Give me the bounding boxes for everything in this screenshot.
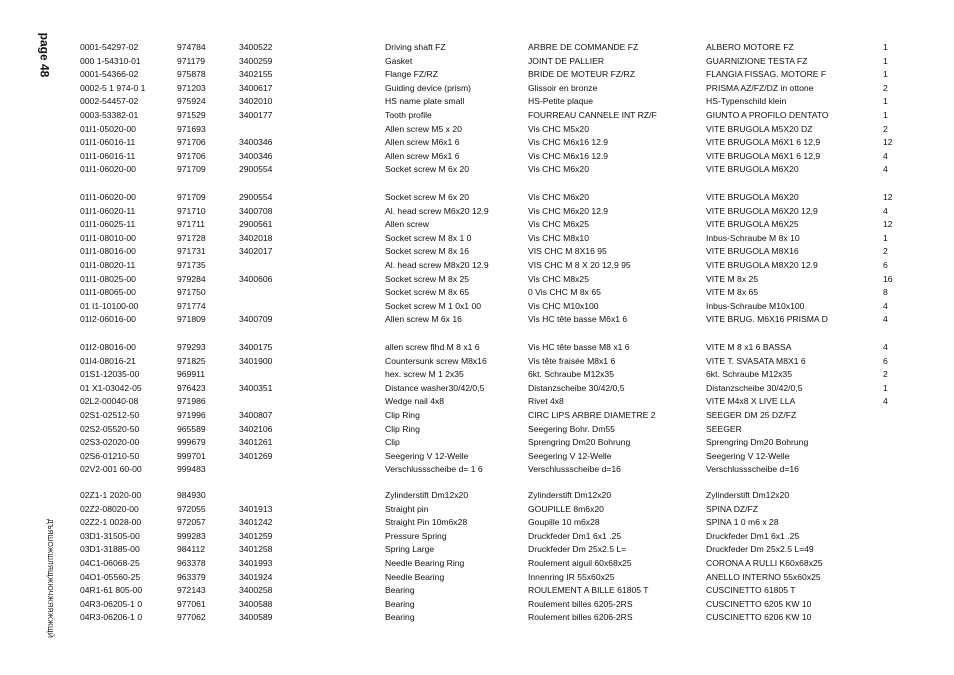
cell-description-it: VITE BRUGOLA M6X25 bbox=[706, 219, 799, 230]
cell-part-number: 0003-53382-01 bbox=[80, 110, 139, 120]
cell-quantity: 2 bbox=[883, 369, 888, 380]
cell-order-number: 969911 bbox=[177, 369, 206, 380]
cell-description-en: Clip bbox=[385, 437, 400, 448]
cell-description-it: VITE BRUG. M6X16 PRISMA D bbox=[706, 314, 828, 325]
cell-description-fr: GOUPILLE 8m6x20 bbox=[528, 503, 604, 514]
cell-part-number: 01I1-06020-00 bbox=[80, 164, 136, 175]
cell-description-en: Clip Ring bbox=[385, 410, 420, 420]
cell-description-fr: Vis CHC M6x20 bbox=[528, 164, 589, 175]
cell-description-it: Inbus-Schraube M 8x 10 bbox=[706, 232, 800, 243]
cell-part-number: 02Z2-08020-00 bbox=[80, 503, 139, 514]
cell-part-number: 01I1-08010-00 bbox=[80, 232, 136, 243]
cell-description-fr: Glissoir en bronze bbox=[528, 82, 598, 93]
cell-description-fr: JOINT DE PALLIER bbox=[528, 55, 605, 66]
cell-description-fr: Innenring IR 55x60x25 bbox=[528, 571, 615, 582]
cell-code: 3400177 bbox=[239, 110, 273, 120]
cell-description-it: GUARNIZIONE TESTA FZ bbox=[706, 55, 808, 66]
cell-quantity: 1 bbox=[883, 42, 888, 52]
cell-description-it: FLANGIA FISSAG. MOTORE F bbox=[706, 69, 827, 80]
cell-description-en: Spring Large bbox=[385, 544, 435, 555]
cell-description-fr: Druckfeder Dm 25x2.5 L= bbox=[528, 544, 627, 555]
cell-description-it: VITE BRUGOLA M8X20 12.9 bbox=[706, 260, 818, 270]
cell-description-it: SEEGER bbox=[706, 423, 742, 434]
cell-code: 2900561 bbox=[239, 219, 273, 230]
cell-description-it: SPINA DZ/FZ bbox=[706, 503, 759, 514]
cell-part-number: 01I1-06016-11 bbox=[80, 150, 136, 161]
cell-description-en: Distance washer30/42/0,5 bbox=[385, 382, 485, 393]
cell-description-en: Flange FZ/RZ bbox=[385, 69, 439, 80]
cell-part-number: 01I1-08020-11 bbox=[80, 260, 136, 270]
cell-order-number: 971986 bbox=[177, 396, 206, 407]
cell-quantity: 1 bbox=[883, 96, 888, 107]
cell-order-number: 971996 bbox=[177, 410, 206, 420]
cell-code: 3401269 bbox=[239, 450, 273, 461]
cell-description-fr: ROULEMENT A BILLE 61805 T bbox=[528, 585, 649, 596]
cell-description-fr: VIS CHC M 8X16 95 bbox=[528, 246, 607, 257]
cell-part-number: 02S6-01210-50 bbox=[80, 450, 140, 461]
cell-order-number: 971750 bbox=[177, 287, 206, 298]
cell-order-number: 963378 bbox=[177, 558, 206, 568]
cell-description-en: Allen screw bbox=[385, 219, 429, 230]
cell-quantity: 4 bbox=[883, 314, 888, 325]
cell-code: 3401900 bbox=[239, 355, 273, 366]
cell-description-it: ANELLO INTERNO 55x60x25 bbox=[706, 571, 821, 582]
cell-description-it: SPINA 1 0 m6 x 28 bbox=[706, 517, 779, 528]
cell-quantity: 1 bbox=[883, 69, 888, 80]
cell-description-fr: Vis CHC M10x100 bbox=[528, 300, 599, 311]
cell-order-number: 976423 bbox=[177, 382, 206, 393]
cell-description-fr: Vis CHC M6x20 bbox=[528, 192, 589, 202]
cell-code: 3400606 bbox=[239, 273, 273, 284]
cell-description-fr: Vis CHC M6x25 bbox=[528, 219, 589, 230]
cell-code: 3401993 bbox=[239, 558, 273, 568]
cell-description-it: Inbus-Schraube M10x100 bbox=[706, 300, 805, 311]
cell-description-fr: Seegering V 12-Welle bbox=[528, 450, 612, 461]
cell-order-number: 999679 bbox=[177, 437, 206, 448]
cell-description-en: Verschlussscheibe d= 1 6 bbox=[385, 464, 483, 475]
cell-description-en: Socket screw M 6x 20 bbox=[385, 164, 470, 175]
cell-description-en: Needle Bearing bbox=[385, 571, 445, 582]
cell-code: 3402017 bbox=[239, 246, 273, 257]
cell-code: 2900554 bbox=[239, 192, 273, 202]
cell-code: 3401913 bbox=[239, 503, 273, 514]
cell-description-en: Needle Bearing Ring bbox=[385, 558, 465, 568]
cell-description-it: VITE BRUGOLA M5X20 DZ bbox=[706, 123, 813, 134]
cell-order-number: 971693 bbox=[177, 123, 206, 134]
cell-quantity: 1 bbox=[883, 232, 888, 243]
cell-description-fr: Distanzscheibe 30/42/0,5 bbox=[528, 382, 625, 393]
cell-description-en: hex. screw M 1 2x35 bbox=[385, 369, 464, 380]
cell-description-fr: 0 Vis CHC M 8x 65 bbox=[528, 287, 601, 298]
cell-code: 3401924 bbox=[239, 571, 273, 582]
cell-quantity: 4 bbox=[883, 300, 888, 311]
cell-order-number: 971179 bbox=[177, 55, 206, 66]
cell-description-fr: Roulement billes 6205-2RS bbox=[528, 598, 633, 609]
cell-description-it: HS-Typenschild klein bbox=[706, 96, 787, 107]
cell-order-number: 979293 bbox=[177, 342, 206, 352]
cell-part-number: 01I1-08065-00 bbox=[80, 287, 136, 298]
cell-quantity: 8 bbox=[883, 287, 888, 298]
cell-description-en: allen screw flhd M 8 x1 6 bbox=[385, 342, 480, 352]
cell-order-number: 971735 bbox=[177, 260, 206, 270]
cell-part-number: 01I1-06025-11 bbox=[80, 219, 136, 230]
cell-description-en: Allen screw M6x1 6 bbox=[385, 137, 460, 148]
cell-order-number: 974784 bbox=[177, 42, 206, 52]
cell-description-en: Bearing bbox=[385, 598, 415, 609]
cell-description-fr: Vis CHC M8x10 bbox=[528, 232, 589, 243]
cell-description-en: Allen screw M6x1 6 bbox=[385, 150, 460, 161]
cell-description-en: Clip Ring bbox=[385, 423, 420, 434]
cell-description-it: CUSCINETTO 6205 KW 10 bbox=[706, 598, 812, 609]
cell-order-number: 975878 bbox=[177, 69, 206, 80]
cell-code: 3401258 bbox=[239, 544, 273, 555]
cell-description-en: HS name plate small bbox=[385, 96, 465, 107]
cell-code: 3400258 bbox=[239, 585, 273, 596]
cell-description-it: VITE M4x8 X LIVE LLA bbox=[706, 396, 796, 407]
cell-order-number: 971529 bbox=[177, 110, 206, 120]
cell-part-number: 01I1-06016-11 bbox=[80, 137, 136, 148]
cell-part-number: 03D1-31885-00 bbox=[80, 544, 140, 555]
cell-order-number: 963379 bbox=[177, 571, 206, 582]
cell-quantity: 6 bbox=[883, 355, 888, 366]
cell-quantity: 4 bbox=[883, 396, 888, 407]
cell-description-en: Bearing bbox=[385, 612, 415, 623]
cell-order-number: 971825 bbox=[177, 355, 206, 366]
cell-code: 3401242 bbox=[239, 517, 273, 528]
cell-description-en: Guiding device (prism) bbox=[385, 82, 471, 93]
cell-order-number: 965589 bbox=[177, 423, 206, 434]
cell-description-fr: Vis CHC M8x25 bbox=[528, 273, 589, 284]
cell-order-number: 984112 bbox=[177, 544, 206, 555]
cell-code: 3400175 bbox=[239, 342, 273, 352]
cell-order-number: 971709 bbox=[177, 164, 206, 175]
cell-part-number: 0002-5 1 974-0 1 bbox=[80, 82, 146, 93]
cell-description-en: Gasket bbox=[385, 55, 413, 66]
cell-part-number: 03D1-31505-00 bbox=[80, 530, 140, 541]
cell-description-fr: Druckfeder Dm1 6x1 .25 bbox=[528, 530, 622, 541]
cell-quantity: 12 bbox=[883, 192, 893, 202]
cell-description-it: Verschlussscheibe d=16 bbox=[706, 464, 799, 475]
cell-description-en: Straight Pin 10m6x28 bbox=[385, 517, 468, 528]
cell-order-number: 979284 bbox=[177, 273, 206, 284]
cell-order-number: 971711 bbox=[177, 219, 206, 230]
cell-part-number: 04R1-61 805-00 bbox=[80, 585, 143, 596]
cell-order-number: 971706 bbox=[177, 150, 206, 161]
side-code-text: ДЪЯШОЖШЛЯЩЖЮЧЖЯЯЖЖЩЙ bbox=[45, 519, 53, 638]
page-number-label: page 48 bbox=[37, 32, 52, 78]
cell-order-number: 977061 bbox=[177, 598, 206, 609]
cell-order-number: 999483 bbox=[177, 464, 206, 475]
cell-quantity: 4 bbox=[883, 342, 888, 352]
cell-description-fr: Roulement aiguil 60x68x25 bbox=[528, 558, 632, 568]
cell-code: 3400807 bbox=[239, 410, 273, 420]
cell-description-en: Socket screw M 1 0x1 00 bbox=[385, 300, 482, 311]
cell-part-number: 02V2-001 60-00 bbox=[80, 464, 142, 475]
cell-description-en: Zylinderstift Dm12x20 bbox=[385, 490, 469, 500]
cell-part-number: 02Z1-1 2020-00 bbox=[80, 490, 142, 500]
cell-description-fr: HS-Petite plaque bbox=[528, 96, 593, 107]
cell-code: 2900554 bbox=[239, 164, 273, 175]
cell-quantity: 16 bbox=[883, 273, 893, 284]
cell-description-it: VITE M 8x 65 bbox=[706, 287, 759, 298]
cell-description-it: ALBERO MOTORE FZ bbox=[706, 42, 794, 52]
cell-order-number: 984930 bbox=[177, 490, 206, 500]
cell-code: 3401261 bbox=[239, 437, 273, 448]
cell-code: 3400346 bbox=[239, 150, 273, 161]
cell-part-number: 0001-54297-02 bbox=[80, 42, 139, 52]
cell-description-it: VITE BRUGOLA M8X16 bbox=[706, 246, 799, 257]
cell-description-fr: Vis tête fraisée M8x1 6 bbox=[528, 355, 616, 366]
cell-description-fr: Vis CHC M5x20 bbox=[528, 123, 589, 134]
cell-code: 3402010 bbox=[239, 96, 273, 107]
cell-part-number: 01I2-06016-00 bbox=[80, 314, 136, 325]
cell-quantity: 4 bbox=[883, 205, 888, 216]
cell-quantity: 2 bbox=[883, 82, 888, 93]
cell-description-fr: Sprengring Dm20 Bohrung bbox=[528, 437, 631, 448]
cell-order-number: 971728 bbox=[177, 232, 206, 243]
cell-description-en: Straight pin bbox=[385, 503, 429, 514]
cell-description-fr: Vis CHC M6x16 12.9 bbox=[528, 150, 609, 161]
cell-code: 3400259 bbox=[239, 55, 273, 66]
cell-quantity: 12 bbox=[883, 219, 893, 230]
cell-part-number: 000 1-54310-01 bbox=[80, 55, 141, 66]
cell-part-number: 04R3-06205-1 0 bbox=[80, 598, 143, 609]
cell-part-number: 02S1-02512-50 bbox=[80, 410, 140, 420]
cell-part-number: 04O1-05560-25 bbox=[80, 571, 141, 582]
cell-description-en: Allen screw M5 x 20 bbox=[385, 123, 462, 134]
cell-description-it: Druckfeder Dm 25x2.5 L=49 bbox=[706, 544, 814, 555]
cell-description-it: Druckfeder Dm1 6x1 .25 bbox=[706, 530, 800, 541]
cell-description-it: Distanzscheibe 30/42/0,5 bbox=[706, 382, 803, 393]
cell-part-number: 01 X1-03042-05 bbox=[80, 382, 142, 393]
cell-description-en: Wedge nail 4x8 bbox=[385, 396, 445, 407]
cell-description-en: Socket screw M 8x 1 0 bbox=[385, 232, 472, 243]
cell-description-en: Seegering V 12-Welle bbox=[385, 450, 469, 461]
cell-code: 3400709 bbox=[239, 314, 273, 325]
cell-description-en: Tooth profile bbox=[385, 110, 432, 120]
cell-order-number: 971710 bbox=[177, 205, 206, 216]
cell-part-number: 02L2-00040-08 bbox=[80, 396, 139, 407]
cell-code: 3400617 bbox=[239, 82, 273, 93]
cell-order-number: 977062 bbox=[177, 612, 206, 623]
cell-order-number: 971706 bbox=[177, 137, 206, 148]
cell-code: 3400346 bbox=[239, 137, 273, 148]
cell-description-en: Driving shaft FZ bbox=[385, 42, 446, 52]
cell-description-en: Socket screw M 6x 20 bbox=[385, 192, 470, 202]
cell-code: 3402155 bbox=[239, 69, 273, 80]
cell-description-fr: BRIDE DE MOTEUR FZ/RZ bbox=[528, 69, 635, 80]
cell-part-number: 01I1-05020-00 bbox=[80, 123, 136, 134]
cell-description-fr: Vis CHC M6x20 12.9 bbox=[528, 205, 609, 216]
cell-description-it: Zylinderstift Dm12x20 bbox=[706, 490, 790, 500]
cell-part-number: 04C1-06068-25 bbox=[80, 558, 140, 568]
cell-part-number: 04R3-06206-1 0 bbox=[80, 612, 143, 623]
cell-description-en: Al. head screw M6x20 12.9 bbox=[385, 205, 489, 216]
cell-order-number: 999283 bbox=[177, 530, 206, 541]
cell-description-en: Bearing bbox=[385, 585, 415, 596]
cell-order-number: 999701 bbox=[177, 450, 206, 461]
cell-description-fr: Verschlussscheibe d=16 bbox=[528, 464, 621, 475]
cell-part-number: 01 I1-10100-00 bbox=[80, 300, 139, 311]
cell-description-fr: FOURREAU CANNELE INT RZ/F bbox=[528, 110, 657, 120]
cell-description-fr: Seegering Bohr. Dm55 bbox=[528, 423, 615, 434]
cell-part-number: 01I1-08025-00 bbox=[80, 273, 136, 284]
cell-part-number: 01I2-08016-00 bbox=[80, 342, 136, 352]
cell-description-fr: Roulement billes 6206-2RS bbox=[528, 612, 633, 623]
cell-part-number: 0002-54457-02 bbox=[80, 96, 139, 107]
cell-description-fr: Zylinderstift Dm12x20 bbox=[528, 490, 612, 500]
cell-description-en: Socket screw M 8x 65 bbox=[385, 287, 470, 298]
cell-description-it: Sprengring Dm20 Bohrung bbox=[706, 437, 809, 448]
cell-order-number: 971809 bbox=[177, 314, 206, 325]
cell-description-en: Countersunk screw M8x16 bbox=[385, 355, 487, 366]
cell-description-it: PRISMA AZ/FZ/DZ in ottone bbox=[706, 82, 814, 93]
cell-quantity: 1 bbox=[883, 55, 888, 66]
cell-description-it: CORONA A RULLI K60x68x25 bbox=[706, 558, 823, 568]
cell-order-number: 971774 bbox=[177, 300, 206, 311]
cell-order-number: 971731 bbox=[177, 246, 206, 257]
cell-quantity: 2 bbox=[883, 123, 888, 134]
cell-code: 3402106 bbox=[239, 423, 273, 434]
cell-description-it: CUSCINETTO 61805 T bbox=[706, 585, 796, 596]
cell-code: 3400589 bbox=[239, 612, 273, 623]
cell-description-fr: CIRC LIPS ARBRE DIAMETRE 2 bbox=[528, 410, 656, 420]
cell-part-number: 02S2-05520-50 bbox=[80, 423, 140, 434]
cell-description-fr: Rivet 4x8 bbox=[528, 396, 564, 407]
cell-description-fr: Goupille 10 m6x28 bbox=[528, 517, 600, 528]
cell-description-it: 6kt. Schraube M12x35 bbox=[706, 369, 792, 380]
cell-part-number: 01I1-06020-11 bbox=[80, 205, 136, 216]
cell-quantity: 4 bbox=[883, 150, 888, 161]
cell-quantity: 1 bbox=[883, 110, 888, 120]
cell-quantity: 6 bbox=[883, 260, 888, 270]
cell-description-it: VITE BRUGOLA M6X20 bbox=[706, 164, 799, 175]
cell-description-it: SEEGER DM 25 DZ/FZ bbox=[706, 410, 797, 420]
cell-order-number: 971203 bbox=[177, 82, 206, 93]
cell-order-number: 971709 bbox=[177, 192, 206, 202]
cell-code: 3401259 bbox=[239, 530, 273, 541]
cell-description-it: VITE BRUGOLA M6X1 6 12,9 bbox=[706, 150, 821, 161]
cell-code: 3400588 bbox=[239, 598, 273, 609]
cell-part-number: 01I1-08016-00 bbox=[80, 246, 136, 257]
cell-description-it: VITE M 8x 25 bbox=[706, 273, 759, 284]
cell-description-en: Socket screw M 8x 16 bbox=[385, 246, 470, 257]
cell-part-number: 01I4-08016-21 bbox=[80, 355, 136, 366]
cell-description-it: CUSCINETTO 6206 KW 10 bbox=[706, 612, 812, 623]
cell-description-it: VITE BRUGOLA M6X20 bbox=[706, 192, 799, 202]
cell-part-number: 02S3-02020-00 bbox=[80, 437, 140, 448]
cell-order-number: 972057 bbox=[177, 517, 206, 528]
cell-order-number: 972055 bbox=[177, 503, 206, 514]
cell-description-fr: VIS CHC M 8 X 20 12,9 95 bbox=[528, 260, 631, 270]
cell-order-number: 972143 bbox=[177, 585, 206, 596]
cell-description-en: Pressure Spring bbox=[385, 530, 447, 541]
cell-order-number: 975924 bbox=[177, 96, 206, 107]
cell-description-it: VITE BRUGOLA M6X1 6 12,9 bbox=[706, 137, 821, 148]
cell-description-fr: Vis HC tête basse M6x1 6 bbox=[528, 314, 628, 325]
cell-description-it: Seegering V 12-Welle bbox=[706, 450, 790, 461]
cell-description-fr: 6kt. Schraube M12x35 bbox=[528, 369, 614, 380]
cell-description-fr: Vis HC tête basse M8 x1 6 bbox=[528, 342, 630, 352]
cell-description-fr: ARBRE DE COMMANDE FZ bbox=[528, 42, 639, 52]
cell-description-en: Allen screw M 6x 16 bbox=[385, 314, 462, 325]
cell-code: 3400708 bbox=[239, 205, 273, 216]
cell-part-number: 01I1-06020-00 bbox=[80, 192, 136, 202]
cell-quantity: 12 bbox=[883, 137, 893, 148]
cell-description-en: Al. head screw M8x20 12.9 bbox=[385, 260, 489, 270]
cell-description-it: VITE BRUGOLA M6X20 12,9 bbox=[706, 205, 818, 216]
cell-part-number: 0001-54366-02 bbox=[80, 69, 139, 80]
cell-quantity: 1 bbox=[883, 382, 888, 393]
cell-description-it: GIUNTO A PROFILO DENTATO bbox=[706, 110, 829, 120]
cell-description-en: Socket screw M 8x 25 bbox=[385, 273, 470, 284]
cell-part-number: 02Z2-1 0028-00 bbox=[80, 517, 142, 528]
cell-quantity: 4 bbox=[883, 164, 888, 175]
cell-code: 3402018 bbox=[239, 232, 273, 243]
cell-description-it: VITE M 8 x1 6 BASSA bbox=[706, 342, 792, 352]
cell-code: 3400351 bbox=[239, 382, 273, 393]
cell-code: 3400522 bbox=[239, 42, 273, 52]
cell-part-number: 01S1-12035-00 bbox=[80, 369, 140, 380]
cell-description-it: VITE T. SVASATA M8X1 6 bbox=[706, 355, 806, 366]
cell-quantity: 2 bbox=[883, 246, 888, 257]
cell-description-fr: Vis CHC M6x16 12.9 bbox=[528, 137, 609, 148]
